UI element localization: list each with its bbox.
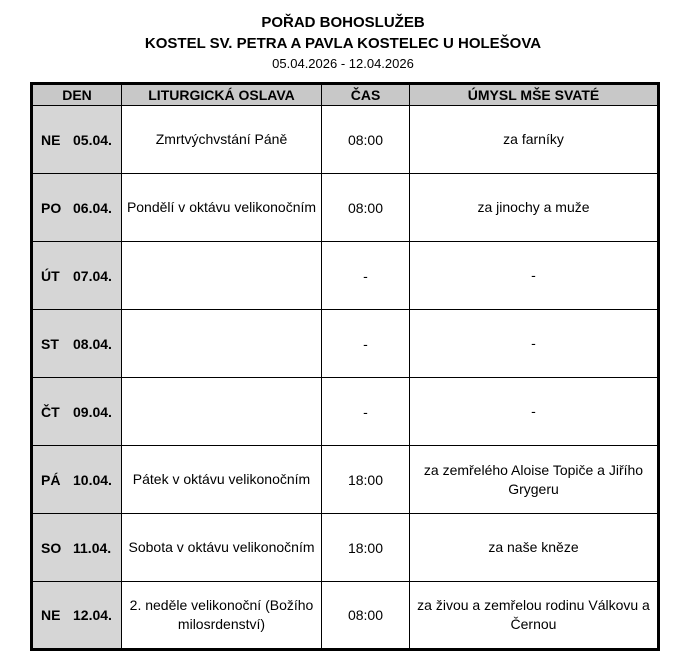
schedule-table bbox=[30, 82, 660, 651]
time-cell: - bbox=[322, 310, 410, 378]
column-header-day: DEN bbox=[32, 84, 122, 106]
time-cell: 18:00 bbox=[322, 446, 410, 514]
intention-cell: - bbox=[410, 310, 659, 378]
intention-cell: za farníky bbox=[410, 106, 659, 174]
table-row bbox=[32, 514, 659, 582]
day-abbrev: ÚT bbox=[41, 267, 60, 284]
celebration-cell: 2. neděle velikonoční (Božího milosrdenství) bbox=[122, 582, 322, 650]
time-cell: - bbox=[322, 242, 410, 310]
celebration-cell: Pátek v oktávu velikonočním bbox=[122, 446, 322, 514]
table-row bbox=[32, 174, 659, 242]
celebration-cell bbox=[122, 242, 322, 310]
day-cell bbox=[32, 378, 122, 446]
document-header bbox=[0, 0, 686, 73]
intention-cell: za naše kněze bbox=[410, 514, 659, 582]
day-cell bbox=[32, 106, 122, 174]
day-cell bbox=[32, 582, 122, 650]
table-header-row bbox=[32, 84, 659, 106]
day-date: 10.04. bbox=[73, 471, 112, 488]
page-subtitle: KOSTEL SV. PETRA A PAVLA KOSTELEC U HOLEŠOVA bbox=[144, 35, 542, 52]
celebration-cell: Sobota v oktávu velikonočním bbox=[122, 514, 322, 582]
day-cell bbox=[32, 174, 122, 242]
time-cell: 08:00 bbox=[322, 582, 410, 650]
day-date: 05.04. bbox=[73, 131, 112, 148]
intention-cell: - bbox=[410, 242, 659, 310]
day-cell bbox=[32, 310, 122, 378]
time-cell: 08:00 bbox=[322, 174, 410, 242]
celebration-cell: Zmrtvýchvstání Páně bbox=[122, 106, 322, 174]
column-header-celebration: LITURGICKÁ OSLAVA bbox=[122, 84, 322, 106]
day-abbrev: ČT bbox=[41, 403, 60, 420]
date-range: 05.04.2026 - 12.04.2026 bbox=[272, 56, 414, 71]
intention-cell: za zemřelého Aloise Topiče a Jiřího Grygeru bbox=[410, 446, 659, 514]
day-date: 06.04. bbox=[73, 199, 112, 216]
column-header-intention: ÚMYSL MŠE SVATÉ bbox=[410, 84, 659, 106]
day-abbrev: PO bbox=[41, 199, 62, 216]
day-abbrev: SO bbox=[41, 539, 62, 556]
table-row bbox=[32, 242, 659, 310]
day-date: 11.04. bbox=[73, 539, 112, 556]
time-cell: 08:00 bbox=[322, 106, 410, 174]
day-abbrev: NE bbox=[41, 131, 61, 148]
day-cell bbox=[32, 514, 122, 582]
celebration-cell bbox=[122, 310, 322, 378]
table-row bbox=[32, 378, 659, 446]
day-abbrev: NE bbox=[41, 607, 61, 623]
day-date: 12.04. bbox=[73, 607, 112, 623]
day-date: 07.04. bbox=[73, 267, 112, 284]
table-row bbox=[32, 582, 659, 650]
intention-cell: - bbox=[410, 378, 659, 446]
celebration-cell: Pondělí v oktávu velikonočním bbox=[122, 174, 322, 242]
day-date: 09.04. bbox=[73, 403, 112, 420]
day-date: 08.04. bbox=[73, 335, 112, 352]
day-abbrev: PÁ bbox=[41, 471, 61, 488]
table-row bbox=[32, 446, 659, 514]
column-header-time: ČAS bbox=[322, 84, 410, 106]
day-abbrev: ST bbox=[41, 335, 59, 352]
time-cell: - bbox=[322, 378, 410, 446]
page-title: POŘAD BOHOSLUŽEB bbox=[261, 14, 425, 31]
celebration-cell bbox=[122, 378, 322, 446]
schedule-table-body bbox=[32, 106, 659, 650]
day-cell bbox=[32, 242, 122, 310]
table-row bbox=[32, 310, 659, 378]
day-cell bbox=[32, 446, 122, 514]
intention-cell: za jinochy a muže bbox=[410, 174, 659, 242]
table-row bbox=[32, 106, 659, 174]
intention-cell: za živou a zemřelou rodinu Válkovu a Černou bbox=[410, 582, 659, 650]
time-cell: 18:00 bbox=[322, 514, 410, 582]
